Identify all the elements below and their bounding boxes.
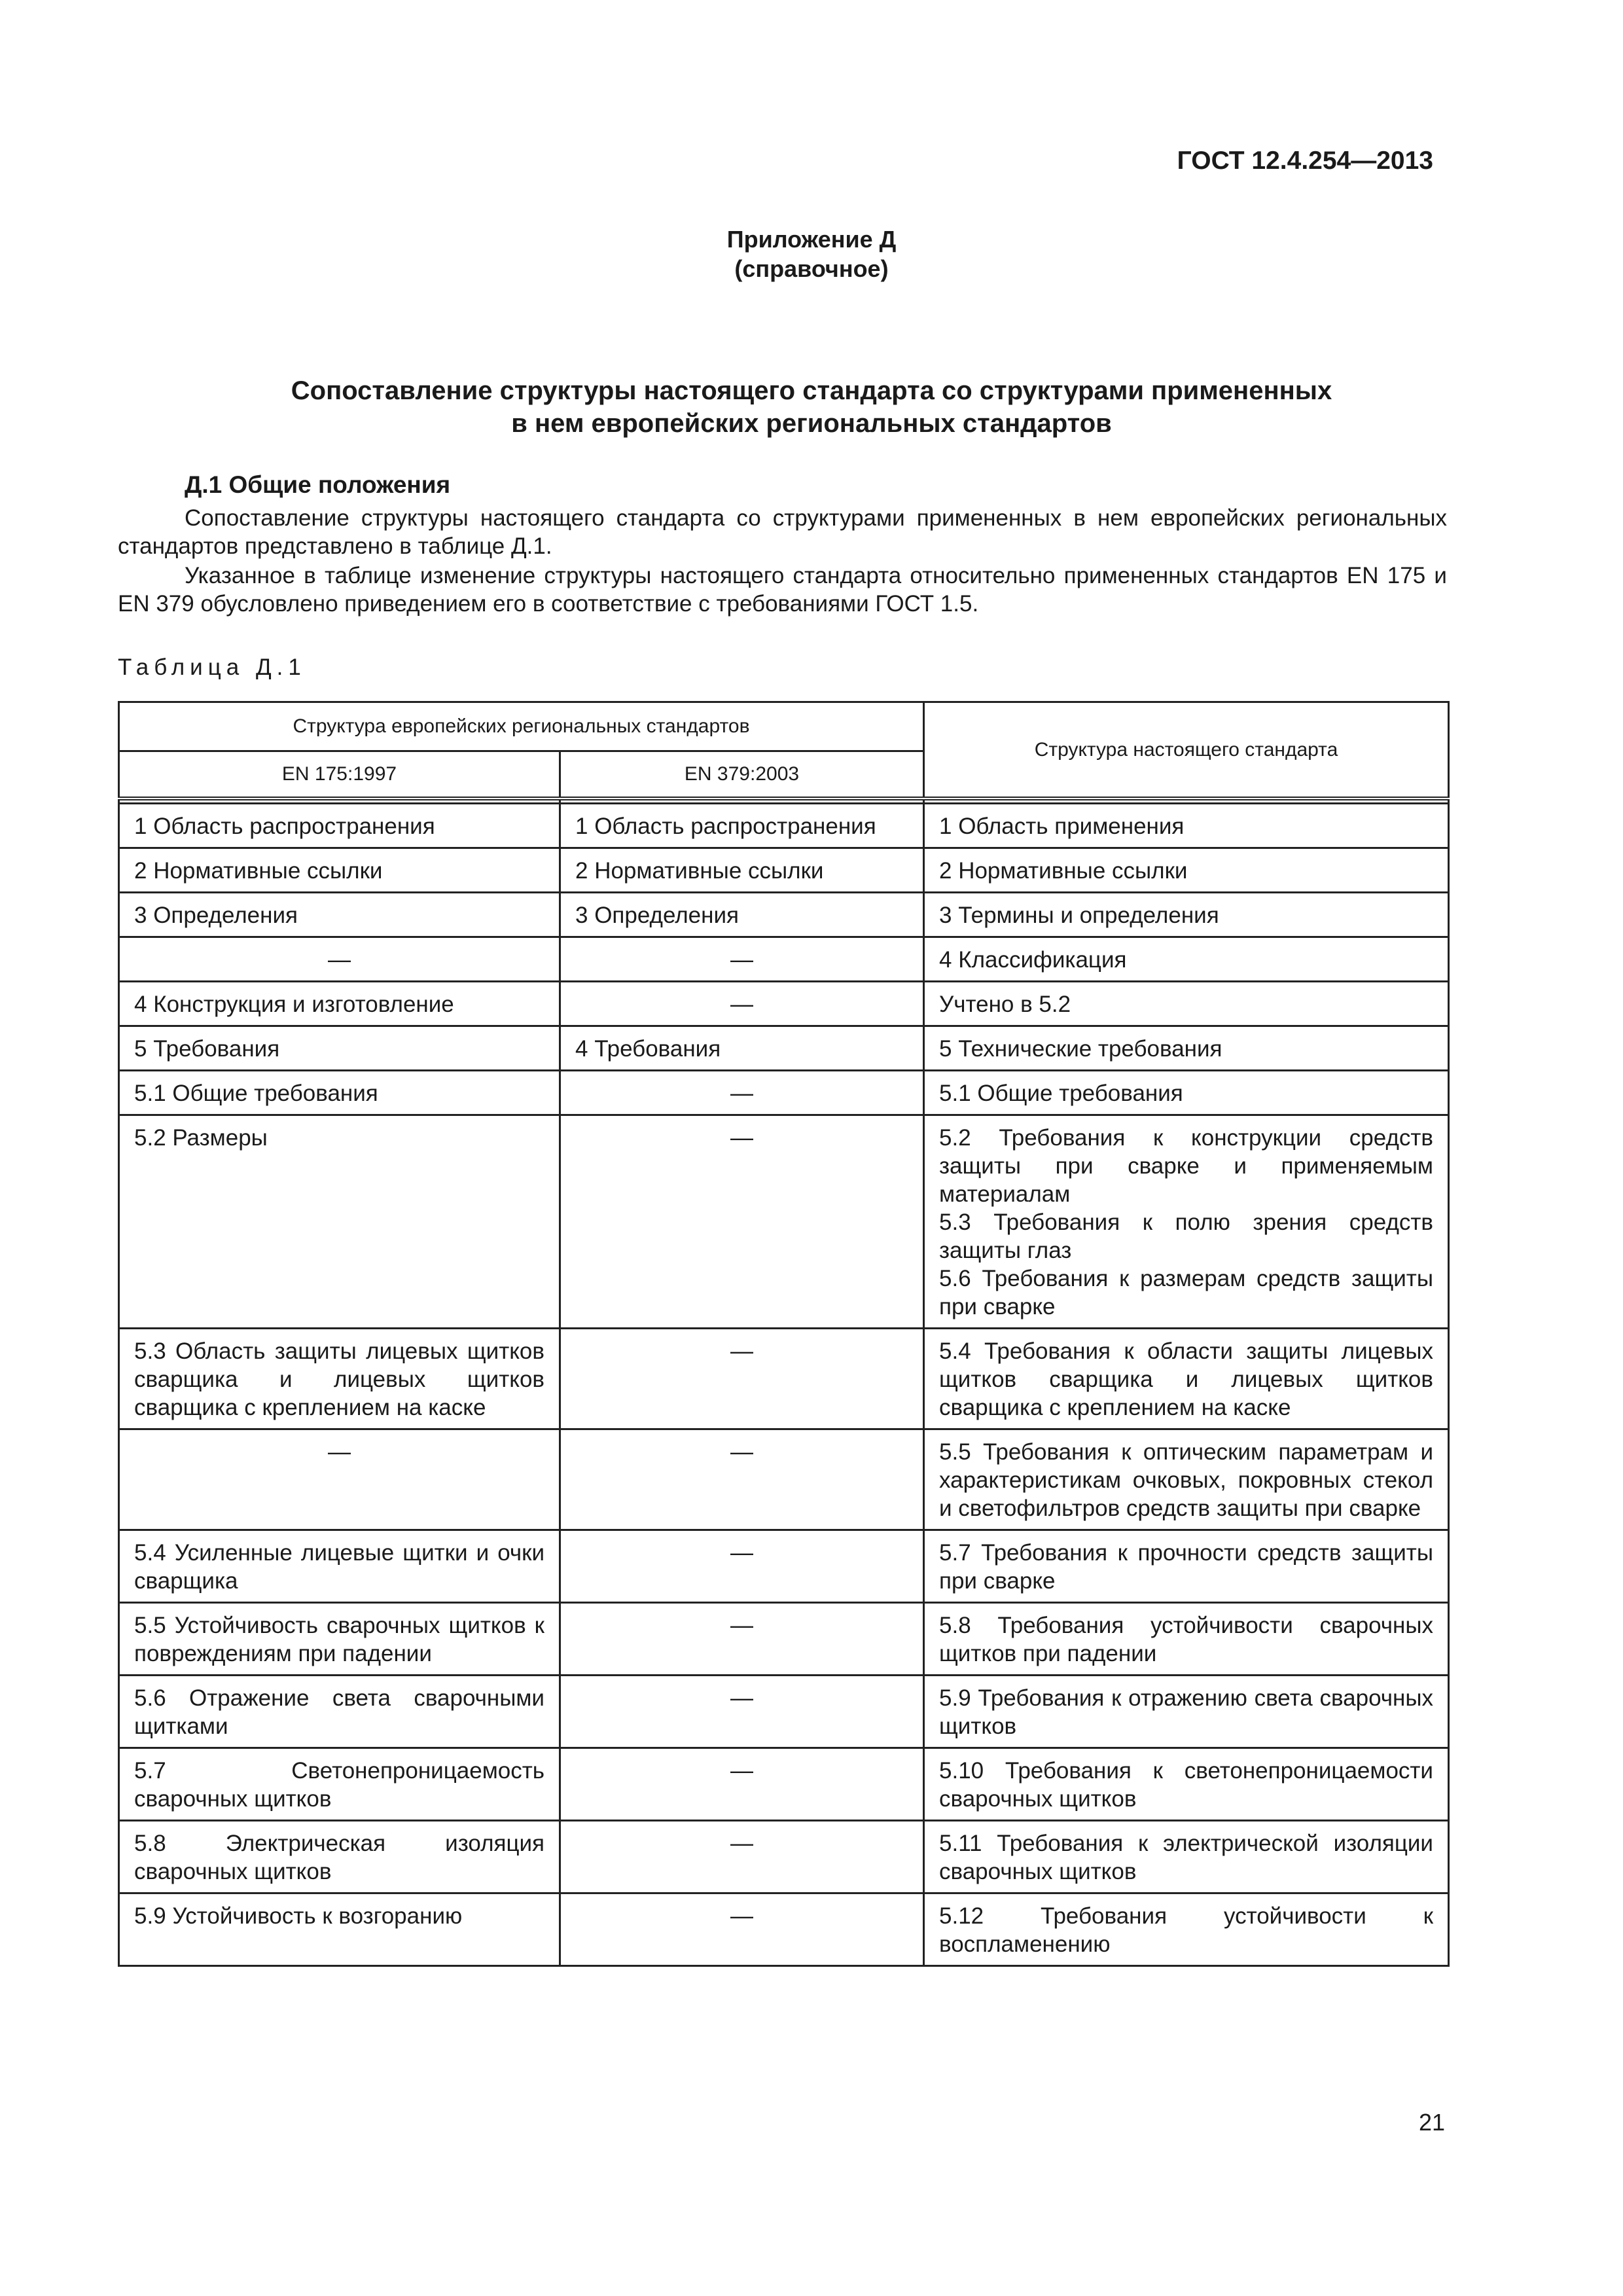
header-en379: EN 379:2003 bbox=[560, 751, 924, 799]
cell-this-standard: 5.8 Требования устойчивости сварочных щитков при падении bbox=[924, 1603, 1449, 1676]
cell-en175: — bbox=[119, 1429, 560, 1530]
table-row bbox=[119, 937, 1449, 982]
cell-en175: 5.9 Устойчивость к возгоранию bbox=[119, 1893, 560, 1966]
cell-en175: 2 Нормативные ссылки bbox=[119, 848, 560, 893]
table-row bbox=[119, 1329, 1449, 1429]
cell-en379: 3 Определения bbox=[560, 893, 924, 937]
cell-en379: — bbox=[560, 1893, 924, 1966]
table-row bbox=[119, 982, 1449, 1026]
table-row bbox=[119, 1893, 1449, 1966]
main-title bbox=[0, 374, 1623, 440]
cell-en175: 4 Конструкция и изготовление bbox=[119, 982, 560, 1026]
header-this-standard: Структура настоящего стандарта bbox=[924, 702, 1449, 799]
comparison-table bbox=[118, 701, 1450, 1967]
cell-en379: — bbox=[560, 1748, 924, 1821]
cell-en175: — bbox=[119, 937, 560, 982]
cell-en379: — bbox=[560, 937, 924, 982]
cell-en379: — bbox=[560, 1676, 924, 1748]
cell-this-standard: 5.5 Требования к оптическим параметрам и характеристикам очковых, покровных стекол и светофильтров средств защиты при сварке bbox=[924, 1429, 1449, 1530]
cell-this-standard: 5.2 Требования к конструкции средств защиты при сварке и применяемым материалам 5.3 Требования к полю зрения средств защиты глаз 5.6 Требования к размерам средств защиты при сварке bbox=[924, 1115, 1449, 1329]
table-row bbox=[119, 1026, 1449, 1071]
appendix-title: Приложение Д bbox=[726, 226, 897, 253]
cell-this-standard: 5.9 Требования к отражению света сварочных щитков bbox=[924, 1676, 1449, 1748]
cell-en379: — bbox=[560, 1821, 924, 1893]
cell-this-standard: 3 Термины и определения bbox=[924, 893, 1449, 937]
cell-en175: 5 Требования bbox=[119, 1026, 560, 1071]
table-body bbox=[119, 798, 1449, 1966]
cell-this-standard: 4 Классификация bbox=[924, 937, 1449, 982]
cell-en379: — bbox=[560, 982, 924, 1026]
cell-en379: 4 Требования bbox=[560, 1026, 924, 1071]
standard-code: ГОСТ 12.4.254—2013 bbox=[1177, 147, 1433, 175]
cell-this-standard: 5.4 Требования к области защиты лицевых щитков сварщика и лицевых щитков сварщика с креплением на каске bbox=[924, 1329, 1449, 1429]
cell-this-standard: 2 Нормативные ссылки bbox=[924, 848, 1449, 893]
cell-this-standard: Учтено в 5.2 bbox=[924, 982, 1449, 1026]
table-row bbox=[119, 1530, 1449, 1603]
cell-this-standard: 5.10 Требования к светонепроницаемости сварочных щитков bbox=[924, 1748, 1449, 1821]
appendix-heading bbox=[0, 224, 1623, 283]
cell-en175: 5.7 Светонепроницаемость сварочных щитков bbox=[119, 1748, 560, 1821]
cell-this-standard: 5.11 Требования к электрической изоляции сварочных щитков bbox=[924, 1821, 1449, 1893]
cell-en175: 1 Область распространения bbox=[119, 804, 560, 848]
table-row bbox=[119, 1071, 1449, 1115]
cell-en175: 5.1 Общие требования bbox=[119, 1071, 560, 1115]
header-en175: EN 175:1997 bbox=[119, 751, 560, 799]
cell-en175: 5.6 Отражение света сварочными щитками bbox=[119, 1676, 560, 1748]
cell-this-standard: 5.12 Требования устойчивости к воспламенению bbox=[924, 1893, 1449, 1966]
cell-en379: 2 Нормативные ссылки bbox=[560, 848, 924, 893]
cell-en175: 5.2 Размеры bbox=[119, 1115, 560, 1329]
table-row bbox=[119, 1603, 1449, 1676]
table-label: Таблица Д.1 bbox=[118, 655, 306, 680]
cell-en379: — bbox=[560, 1071, 924, 1115]
table-row bbox=[119, 1821, 1449, 1893]
cell-this-standard: 1 Область применения bbox=[924, 804, 1449, 848]
paragraph-1: Сопоставление структуры настоящего стандарта со структурами примененных в нем европейских региональных стандартов представлено в таблице Д.1. bbox=[118, 505, 1447, 559]
cell-en175: 5.8 Электрическая изоляция сварочных щитков bbox=[119, 1821, 560, 1893]
page-number: 21 bbox=[1418, 2109, 1445, 2136]
header-group-european: Структура европейских региональных стандартов bbox=[119, 702, 924, 751]
table-row bbox=[119, 804, 1449, 848]
table-row bbox=[119, 1676, 1449, 1748]
table-row bbox=[119, 893, 1449, 937]
cell-en175: 5.4 Усиленные лицевые щитки и очки сварщика bbox=[119, 1530, 560, 1603]
section-heading: Д.1 Общие положения bbox=[185, 471, 451, 498]
table-row bbox=[119, 848, 1449, 893]
cell-en379: — bbox=[560, 1429, 924, 1530]
cell-this-standard: 5.7 Требования к прочности средств защиты при сварке bbox=[924, 1530, 1449, 1603]
cell-en379: — bbox=[560, 1329, 924, 1429]
cell-en379: — bbox=[560, 1115, 924, 1329]
table-row bbox=[119, 1748, 1449, 1821]
header-separator bbox=[119, 798, 1449, 804]
main-title-line-1: Сопоставление структуры настоящего стандарта со структурами примененных bbox=[291, 376, 1332, 405]
cell-en175: 3 Определения bbox=[119, 893, 560, 937]
table-row bbox=[119, 1429, 1449, 1530]
paragraph-2: Указанное в таблице изменение структуры настоящего стандарта относительно примененных стандартов EN 175 и EN 379 обусловлено приведением его в соответствие с требованиями ГОСТ 1.5. bbox=[118, 563, 1447, 617]
appendix-subtitle: (справочное) bbox=[734, 255, 889, 282]
cell-en379: 1 Область распространения bbox=[560, 804, 924, 848]
table-row bbox=[119, 1115, 1449, 1329]
cell-en379: — bbox=[560, 1530, 924, 1603]
cell-en379: — bbox=[560, 1603, 924, 1676]
cell-this-standard: 5.1 Общие требования bbox=[924, 1071, 1449, 1115]
cell-en175: 5.5 Устойчивость сварочных щитков к повреждениям при падении bbox=[119, 1603, 560, 1676]
cell-en175: 5.3 Область защиты лицевых щитков сварщика и лицевых щитков сварщика с креплением на каске bbox=[119, 1329, 560, 1429]
main-title-line-2: в нем европейских региональных стандартов bbox=[511, 409, 1112, 438]
cell-this-standard: 5 Технические требования bbox=[924, 1026, 1449, 1071]
